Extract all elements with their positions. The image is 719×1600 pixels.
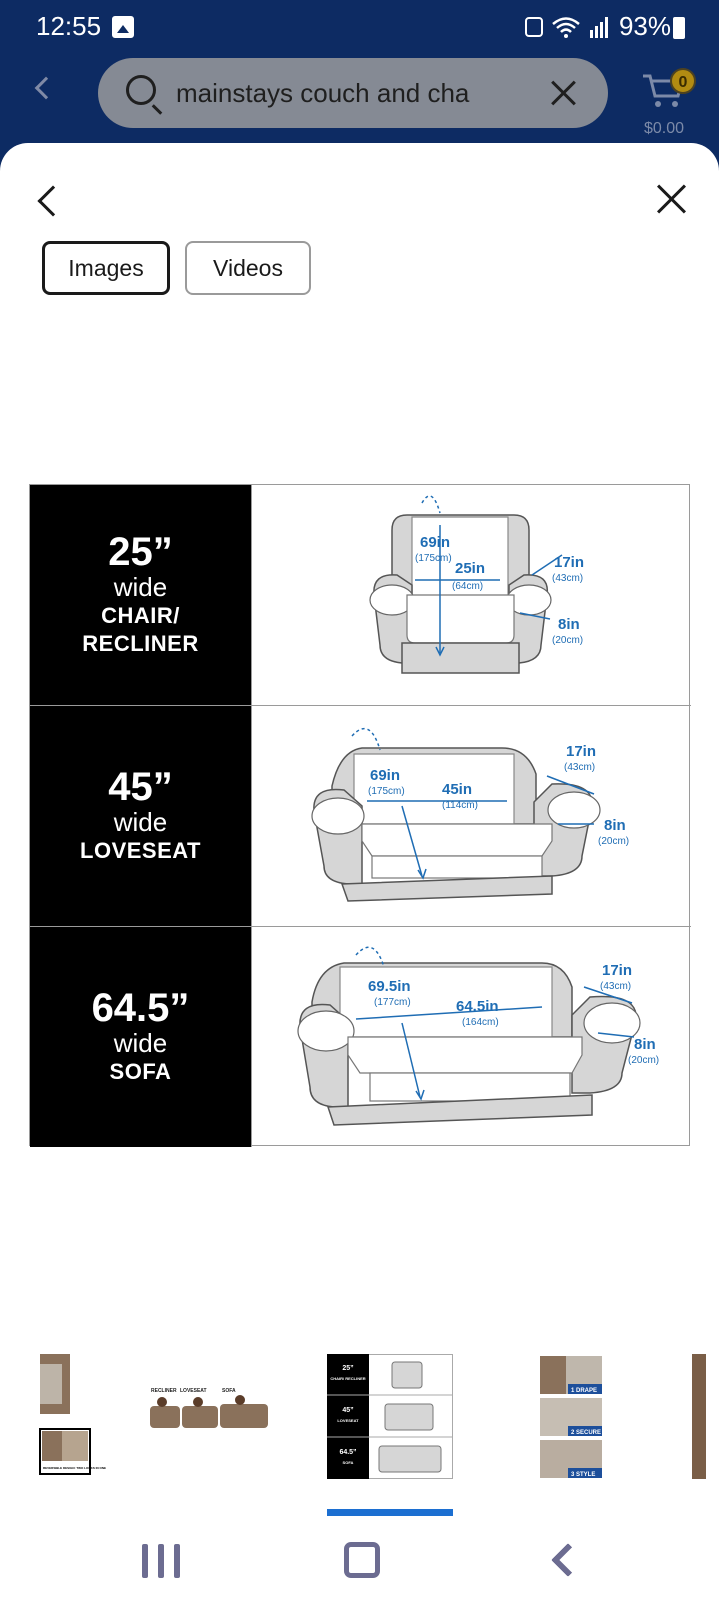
thumbnail-5[interactable] [692, 1354, 706, 1479]
arm-width-cm-label: (20cm) [598, 836, 630, 847]
thumbnail-step: 2 SECURE [571, 1430, 602, 1436]
recent-apps-icon[interactable] [142, 1544, 180, 1578]
size-wide-label: wide [113, 1028, 168, 1059]
size-label-panel [30, 927, 251, 1147]
arm-width-cm-label: (20cm) [552, 635, 584, 646]
cart-count-badge: 0 [670, 68, 696, 94]
close-icon[interactable] [656, 183, 688, 215]
clear-search-icon[interactable] [550, 79, 578, 107]
arm-length-label: 17in [566, 743, 597, 760]
cart-total: $0.00 [644, 120, 685, 137]
thumbnail-size: 45” [342, 1407, 354, 1414]
size-value: 25” [108, 530, 173, 575]
size-kind: CHAIR/ [101, 602, 180, 628]
thumbnail-caption: REVERSIBLE DESIGN: TWO LOOKS IN ONE [43, 1466, 107, 1470]
thumbnail-size: 25” [342, 1365, 354, 1372]
thumbnail-image [148, 1354, 272, 1479]
cart-button[interactable] [642, 70, 692, 110]
size-kind: LOVESEAT [80, 838, 201, 863]
search-bar[interactable] [98, 58, 608, 128]
selected-thumbnail-indicator [327, 1509, 453, 1516]
width-label: 25in [455, 560, 486, 577]
recycle-icon [525, 17, 543, 37]
system-nav-bar [0, 1530, 719, 1600]
thumbnail-4[interactable] [540, 1354, 604, 1479]
chair-illustration [252, 485, 690, 705]
depth-label: 69.5in [368, 978, 411, 995]
width-cm-label: (114cm) [442, 800, 478, 811]
thumbnail-image [540, 1354, 604, 1479]
product-image-size-chart[interactable] [29, 484, 690, 1146]
arm-length-cm-label: (43cm) [564, 762, 596, 773]
arm-length-label: 17in [602, 962, 633, 979]
thumbnail-kind: LOVESEAT [337, 1418, 359, 1423]
depth-cm-label: (175cm) [415, 553, 452, 564]
depth-cm-label: (175cm) [368, 786, 405, 797]
size-kind: SOFA [109, 1059, 172, 1084]
width-label: 64.5in [456, 998, 499, 1015]
arm-length-cm-label: (43cm) [552, 573, 584, 584]
chair-diagram [251, 485, 690, 705]
search-icon [126, 75, 156, 105]
thumbnail-strip[interactable] [0, 1354, 719, 1484]
thumbnail-label: SOFA [222, 1388, 236, 1394]
width-cm-label: (64cm) [452, 581, 484, 592]
loveseat-illustration [252, 706, 690, 926]
gallery-icon [112, 16, 134, 38]
size-wide-label: wide [113, 572, 168, 603]
arm-width-cm-label: (20cm) [628, 1055, 660, 1066]
thumbnail-label: LOVESEAT [180, 1388, 207, 1394]
sofa-illustration [252, 927, 690, 1147]
status-right [525, 11, 671, 42]
arm-length-cm-label: (43cm) [600, 981, 632, 992]
thumbnail-2[interactable] [148, 1354, 272, 1479]
arm-width-label: 8in [558, 616, 580, 633]
arm-length-label: 17in [554, 554, 585, 571]
depth-label: 69in [420, 534, 451, 551]
search-input[interactable]: mainstays couch and cha [176, 78, 470, 108]
thumbnail-image [40, 1354, 107, 1479]
depth-label: 69in [370, 767, 401, 784]
size-row-chair [30, 485, 691, 705]
size-row-sofa [30, 927, 691, 1147]
width-label: 45in [442, 781, 473, 798]
arm-width-label: 8in [604, 817, 626, 834]
tab-images[interactable]: Images [42, 241, 170, 295]
signal-icon [589, 16, 611, 38]
size-wide-label: wide [113, 807, 168, 838]
battery-icon [673, 17, 685, 39]
thumbnail-step: 3 STYLE [571, 1472, 596, 1478]
back-arrow-icon[interactable] [35, 77, 58, 100]
size-kind: RECLINER [82, 631, 199, 657]
back-icon[interactable] [37, 185, 68, 216]
status-time: 12:55 [36, 11, 102, 41]
thumbnail-kind: SOFA [342, 1460, 354, 1465]
thumbnail-kind: CHAIR/ RECLINER [330, 1376, 366, 1381]
tab-videos[interactable]: Videos [185, 241, 311, 295]
arm-width-label: 8in [634, 1036, 656, 1053]
thumbnail-label: RECLINER [151, 1388, 177, 1394]
status-bar [0, 0, 719, 52]
battery-percent: 93% [618, 11, 671, 41]
size-value: 64.5” [91, 986, 190, 1031]
size-label-panel [30, 485, 251, 705]
thumbnail-step: 1 DRAPE [571, 1388, 598, 1394]
thumbnail-image [327, 1354, 453, 1479]
thumbnail-size: 64.5” [339, 1449, 357, 1456]
loveseat-diagram [251, 706, 690, 926]
system-back-icon[interactable] [551, 1543, 585, 1577]
depth-cm-label: (177cm) [374, 997, 411, 1008]
size-row-loveseat [30, 706, 691, 926]
home-icon[interactable] [344, 1542, 380, 1578]
size-value: 45” [108, 765, 173, 810]
size-label-panel [30, 706, 251, 926]
sofa-diagram [251, 927, 690, 1147]
thumbnail-3-selected[interactable] [327, 1354, 453, 1479]
width-cm-label: (164cm) [462, 1017, 499, 1028]
wifi-icon [551, 15, 581, 39]
thumbnail-1[interactable] [40, 1354, 107, 1479]
